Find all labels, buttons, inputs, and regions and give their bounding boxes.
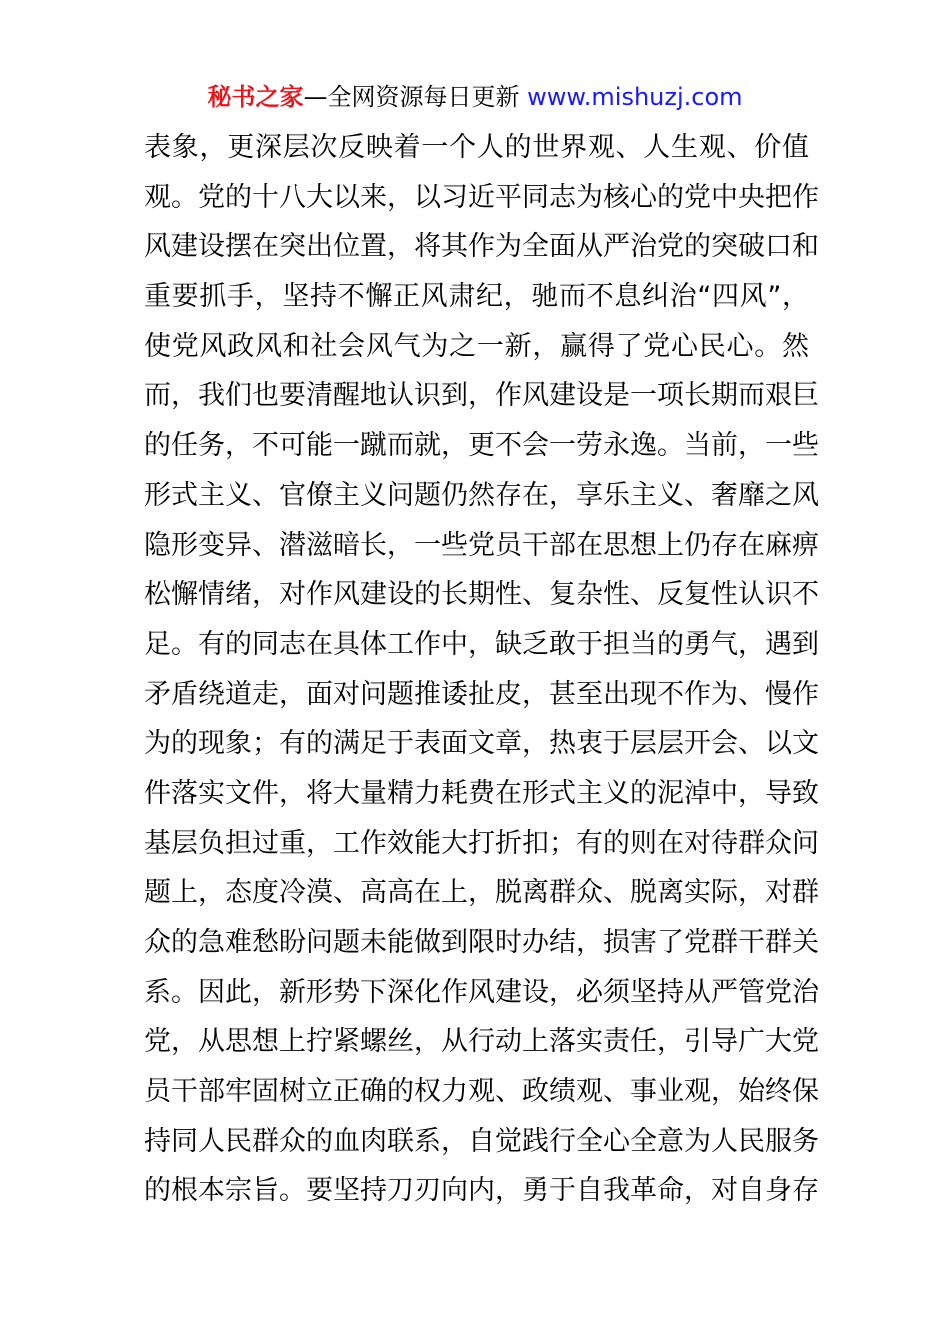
body-line: 基层负担过重，工作效能大打折扣；有的则在对待群众问 [144, 827, 819, 859]
body-line: 风建设摆在突出位置，将其作为全面从严治党的突破口和 [144, 231, 819, 263]
site-brand: 秘书之家 [207, 83, 304, 111]
body-line: 矛盾绕道走，面对问题推诿扯皮，甚至出现不作为、慢作 [144, 678, 819, 710]
site-tagline: —全网资源每日更新 [303, 83, 528, 111]
body-line: 足。有的同志在具体工作中，缺乏敢于担当的勇气，遇到 [144, 628, 819, 660]
body-line: 件落实文件，将大量精力耗费在形式主义的泥淖中，导致 [144, 777, 819, 809]
body-line: 员干部牢固树立正确的权力观、政绩观、事业观，始终保 [144, 1076, 819, 1108]
body-line: 观。党的十八大以来，以习近平同志为核心的党中央把作 [144, 181, 819, 213]
body-line: 为的现象；有的满足于表面文章，热衷于层层开会、以文 [144, 728, 819, 760]
body-line: 隐形变异、潜滋暗长，一些党员干部在思想上仍存在麻痹 [144, 529, 819, 561]
body-line: 使党风政风和社会风气为之一新，赢得了党心民心。然 [144, 330, 809, 362]
body-line: 的根本宗旨。要坚持刀刃向内，勇于自我革命，对自身存 [144, 1175, 819, 1207]
body-line: 持同人民群众的血肉联系，自觉践行全心全意为人民服务 [144, 1125, 819, 1157]
body-line: 松懈情绪，对作风建设的长期性、复杂性、反复性认识不 [144, 579, 819, 611]
body-line: 而，我们也要清醒地认识到，作风建设是一项长期而艰巨 [144, 380, 819, 412]
body-line: 系。因此，新形势下深化作风建设，必须坚持从严管党治 [144, 976, 819, 1008]
site-url-link[interactable]: www.mishuzj.com [527, 83, 743, 111]
body-line: 形式主义、官僚主义问题仍然存在，享乐主义、奢靡之风 [144, 479, 819, 511]
body-line: 的任务，不可能一蹴而就，更不会一劳永逸。当前，一些 [144, 430, 819, 462]
body-line: 众的急难愁盼问题未能做到限时办结，损害了党群干群关 [144, 927, 819, 958]
site-header [0, 80, 950, 114]
body-line: 表象，更深层次反映着一个人的世界观、人生观、价值 [144, 132, 809, 163]
body-line: 题上，态度冷漠、高高在上，脱离群众、脱离实际，对群 [144, 877, 819, 909]
document-body [144, 123, 819, 1216]
body-line: 党，从思想上拧紧螺丝，从行动上落实责任，引导广大党 [144, 1026, 819, 1058]
body-line: 重要抓手，坚持不懈正风肃纪，驰而不息纠治“四风”， [144, 281, 809, 313]
